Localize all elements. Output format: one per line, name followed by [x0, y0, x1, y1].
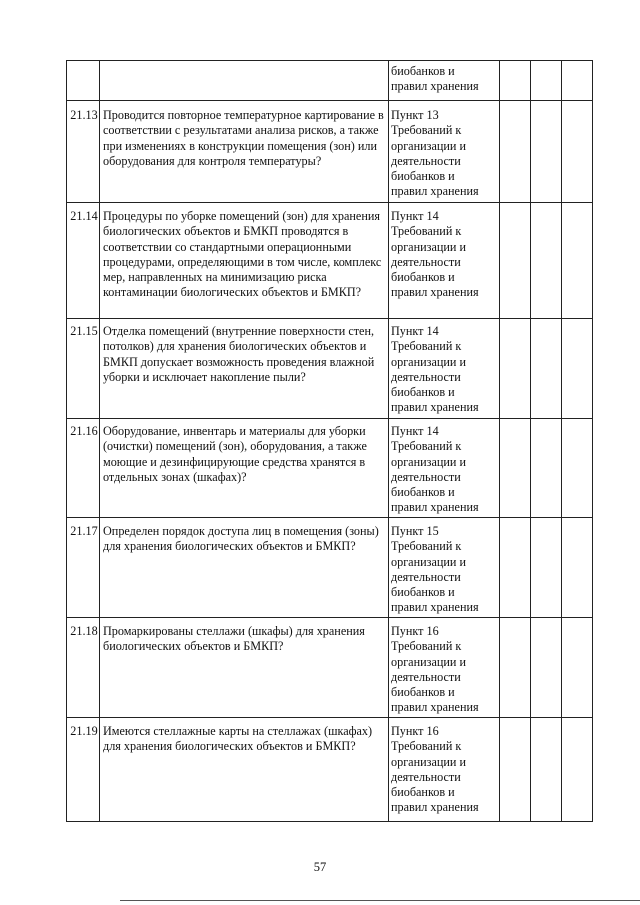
requirement-text: Имеются стеллажные карты на стеллажах (шкафах) для хранения биологических объектов и БМКП?	[103, 724, 373, 754]
column-divider	[530, 60, 531, 822]
row-number: 21.13	[70, 108, 98, 122]
reference-cell: Пункт 13 Требований к организации и деятельности биобанков и правил хранения	[391, 108, 479, 199]
table-border-bottom	[66, 821, 592, 822]
column-divider	[388, 60, 389, 822]
reference-cell: Пункт 14 Требований к организации и деятельности биобанков и правил хранения	[391, 324, 479, 415]
requirement-text: Оборудование, инвентарь и материалы для уборки (очистки) помещений (зон), оборудования, а также моющие и дезинфицирующие средства хранятся в отдельных зонах (шкафах)?	[103, 424, 367, 484]
column-divider	[99, 60, 100, 822]
reference-cell: Пункт 15 Требований к организации и деятельности биобанков и правил хранения	[391, 524, 479, 615]
reference-cell: Пункт 16 Требований к организации и деятельности биобанков и правил хранения	[391, 624, 479, 715]
column-divider	[499, 60, 500, 822]
row-divider	[66, 418, 592, 419]
row-number: 21.19	[70, 724, 98, 738]
page-number: 57	[313, 860, 327, 874]
row-number: 21.17	[70, 524, 98, 538]
reference-cell: биобанков и правил хранения	[391, 64, 479, 94]
table-border-right	[592, 60, 593, 822]
row-divider	[66, 318, 592, 319]
row-divider	[66, 202, 592, 203]
requirement-text: Определен порядок доступа лиц в помещения (зоны) для хранения биологических объектов и БМКП?	[103, 524, 379, 554]
requirement-text: Отделка помещений (внутренние поверхности стен, потолков) для хранения биологических объектов и БМКП допускает возможность проведения влажной уборки и исключает накопление пыли?	[103, 324, 375, 384]
row-number: 21.15	[70, 324, 98, 338]
row-divider	[66, 100, 592, 101]
row-divider	[66, 717, 592, 718]
row-number: 21.18	[70, 624, 98, 638]
reference-cell: Пункт 16 Требований к организации и деятельности биобанков и правил хранения	[391, 724, 479, 815]
reference-cell: Пункт 14 Требований к организации и деятельности биобанков и правил хранения	[391, 424, 479, 515]
row-divider	[66, 617, 592, 618]
requirement-text: Проводится повторное температурное картирование в соответствии с результатами анализа рисков, а также при изменениях в конструкции помещения (зон) или оборудования для контроля температуры?	[103, 108, 384, 168]
table-border-left	[66, 60, 67, 822]
row-divider	[66, 517, 592, 518]
scan-edge-line	[120, 900, 640, 901]
table-border-top	[66, 60, 592, 61]
requirement-text: Процедуры по уборке помещений (зон) для хранения биологических объектов и БМКП проводятся в соответствии со стандартными операционными процедурами, определяющими в том числе, комплекс мер, направленных на минимизацию риска контаминации биологических объектов и БМКП?	[103, 209, 382, 300]
reference-cell: Пункт 14 Требований к организации и деятельности биобанков и правил хранения	[391, 209, 479, 300]
requirement-text: Промаркированы стеллажи (шкафы) для хранения биологических объектов и БМКП?	[103, 624, 365, 654]
row-number: 21.16	[70, 424, 98, 438]
row-number: 21.14	[70, 209, 98, 223]
column-divider	[561, 60, 562, 822]
